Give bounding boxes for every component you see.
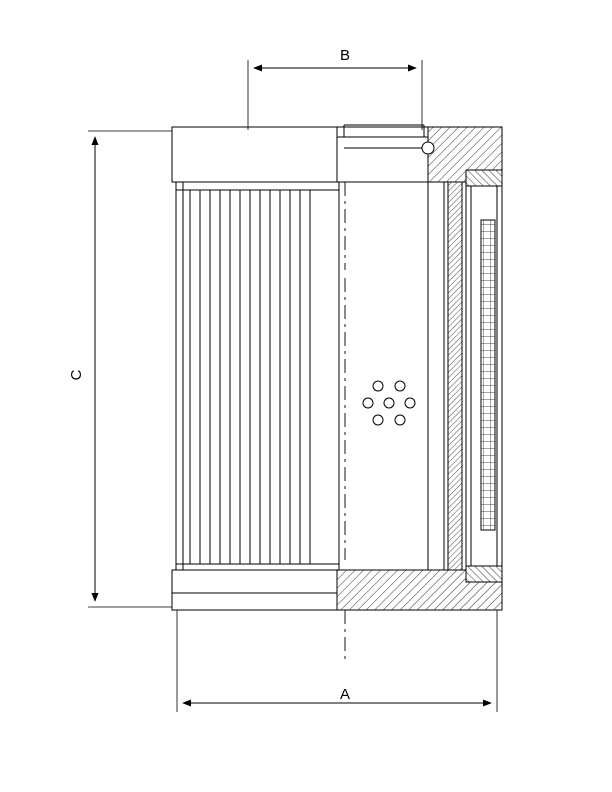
dimension-c	[68, 131, 172, 607]
pleated-media	[176, 182, 339, 570]
top-end-cap	[172, 125, 502, 182]
inner-core	[339, 182, 462, 570]
dimension-a	[177, 610, 497, 712]
outer-mesh-sleeve	[466, 170, 502, 582]
drawing-geometry	[68, 47, 502, 712]
dimension-b	[248, 47, 422, 130]
dimension-a-label: A	[339, 686, 351, 703]
dimension-c-label: C	[68, 369, 85, 381]
bottom-end-cap	[172, 570, 502, 610]
dimension-b-label: B	[339, 47, 351, 64]
